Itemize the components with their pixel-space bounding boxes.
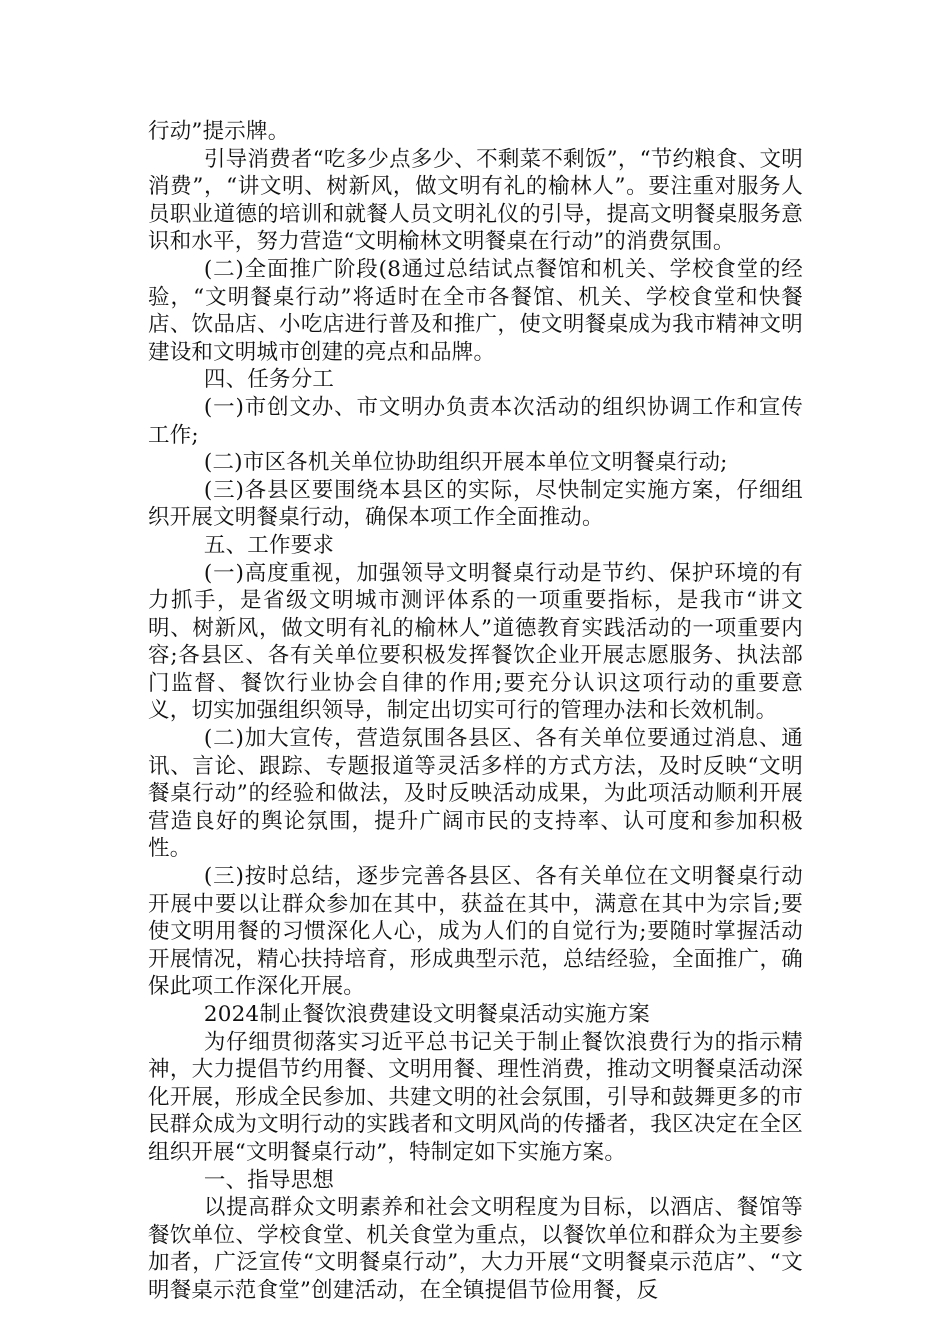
document-title: 2024制止餐饮浪费建设文明餐桌活动实施方案 bbox=[203, 1002, 651, 1027]
section-heading: 四、任务分工 bbox=[203, 367, 335, 393]
section-heading: 一、指导思想 bbox=[203, 1167, 335, 1193]
paragraph: (三)按时总结，逐步完善各县区、各有关单位在文明餐桌行动开展中要以让群众参加在其中，获益在其中，满意在其中为宗旨;要使文明用餐的习惯深化人心，成为人们的自觉行为;要随时掌握活动开展情况，精心扶持培育，形成典型示范，总结经验，全面推广，确保此项工作深化开展。 bbox=[148, 864, 803, 1000]
paragraph: (二)全面推广阶段(8通过总结试点餐馆和机关、学校食堂的经验，“文明餐桌行动”将适时在全市各餐馆、机关、学校食堂和快餐店、饮品店、小吃店进行普及和推广，使文明餐桌成为我市精神文明建设和文明城市创建的亮点和品牌。 bbox=[148, 256, 803, 365]
paragraph: 引导消费者“吃多少点多少、不剩菜不剩饭”，“节约粮食、文明消费”，“讲文明、树新风，做文明有礼的榆林人”。要注重对服务人员职业道德的培训和就餐人员文明礼仪的引导，提高文明餐桌服务意识和水平，努力营造“文明榆林文明餐桌在行动”的消费氛围。 bbox=[148, 146, 803, 255]
paragraph: (一)市创文办、市文明办负责本次活动的组织协调工作和宣传工作; bbox=[148, 394, 803, 448]
section-heading: 五、工作要求 bbox=[203, 532, 335, 558]
paragraph: 以提高群众文明素养和社会文明程度为目标，以酒店、餐馆等餐饮单位、学校食堂、机关食堂为重点，以餐饮单位和群众为主要参加者，广泛宣传“文明餐桌行动”，大力开展“文明餐桌示范店”、“文明餐桌示范食堂”创建活动，在全镇提倡节俭用餐，反 bbox=[148, 1195, 803, 1303]
paragraph: 为仔细贯彻落实习近平总书记关于制止餐饮浪费行为的指示精神，大力提倡节约用餐、文明用餐、理性消费，推动文明餐桌活动深化开展，形成全民参加、共建文明的社会氛围，引导和鼓舞更多的市民群众成为文明行动的实践者和文明风尚的传播者，我区决定在全区组织开展“文明餐桌行动”，特制定如下实施方案。 bbox=[148, 1029, 803, 1165]
paragraph: 行动”提示牌。 bbox=[148, 119, 290, 144]
paragraph: (二)加大宣传，营造氛围各县区、各有关单位要通过消息、通讯、言论、跟踪、专题报道等灵活多样的方式方法，及时反映“文明餐桌行动”的经验和做法，及时反映活动成果，为此项活动顺利开展营造良好的舆论氛围，提升广阔市民的支持率、认可度和参加积极性。 bbox=[148, 726, 803, 862]
document-body bbox=[148, 118, 803, 1305]
paragraph: (三)各县区要围绕本县区的实际，尽快制定实施方案，仔细组织开展文明餐桌行动，确保本项工作全面推动。 bbox=[148, 477, 803, 531]
paragraph: (二)市区各机关单位协助组织开展本单位文明餐桌行动; bbox=[203, 450, 728, 476]
paragraph: (一)高度重视，加强领导文明餐桌行动是节约、保护环境的有力抓手，是省级文明城市测评体系的一项重要指标，是我市“讲文明、树新风，做文明有礼的榆林人”道德教育实践活动的一项重要内容;各县区、各有关单位要积极发挥餐饮企业开展志愿服务、执法部门监督、餐饮行业协会自律的作用;要充分认识这项行动的重要意义，切实加强组织领导，制定出切实可行的管理办法和长效机制。 bbox=[148, 560, 803, 724]
